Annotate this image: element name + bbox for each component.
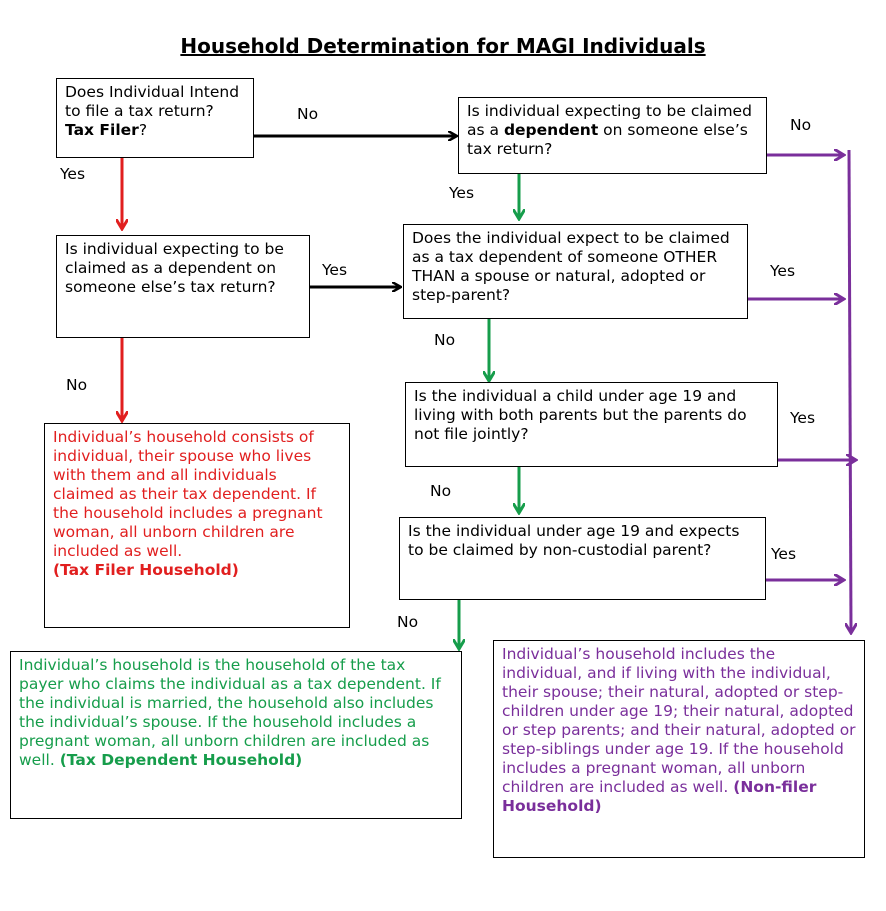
question-child-both-parents: Is the individual a child under age 19 and living with both parents but the parents do not file jointly? [405,382,778,467]
label-q1-no: No [297,105,319,123]
question-tax-filer: Does Individual Intend to file a tax return? Tax Filer? [56,78,254,158]
question-other-than-parent: Does the individual expect to be claimed as a tax dependent of someone OTHER THAN a spouse or natural, adopted or step-parent? [403,224,748,319]
page-title: Household Determination for MAGI Individuals [180,34,706,58]
label-q5-yes: Yes [790,409,816,427]
purple-trunk [849,150,851,632]
label-q4-yes: Yes [770,262,796,280]
outcome-tax-filer-household: Individual’s household consists of individual, their spouse who lives with them and all individuals claimed as their tax dependent. If the household includes a pregnant woman, all unborn children are included as well. (Tax Filer Household) [44,423,350,628]
label-q3-yes: Yes [322,261,348,279]
label-q4-no: No [434,331,456,349]
question-dependent-filer: Is individual expecting to be claimed as a dependent on someone else’s tax return? [56,235,310,338]
question-dependent-nonfiler: Is individual expecting to be claimed as a dependent on someone else’s tax return? [458,97,767,174]
label-q6-yes: Yes [771,545,797,563]
label-q5-no: No [430,482,452,500]
label-q2-no: No [790,116,812,134]
label-q1-yes: Yes [60,165,86,183]
outcome-tax-dependent-household: Individual’s household is the household of the tax payer who claims the individual as a tax dependent. If the individual is married, the household also includes the individual’s spouse. If the household includes a pregnant woman, all unborn children are included as well. (Tax Dependent Household) [10,651,462,819]
question-noncustodial-parent: Is the individual under age 19 and expects to be claimed by non-custodial parent? [399,517,766,600]
label-q3-no: No [66,376,88,394]
outcome-nonfiler-household: Individual’s household includes the individual, and if living with the individual, their spouse; their natural, adopted or step-children under age 19; their natural, adopted or step parents; and their natural, adopted or step-siblings under age 19. If the household includes a pregnant woman, all unborn children are included as well. (Non-filer Household) [493,640,865,858]
label-q6-no: No [397,613,419,631]
label-q2-yes: Yes [449,184,475,202]
